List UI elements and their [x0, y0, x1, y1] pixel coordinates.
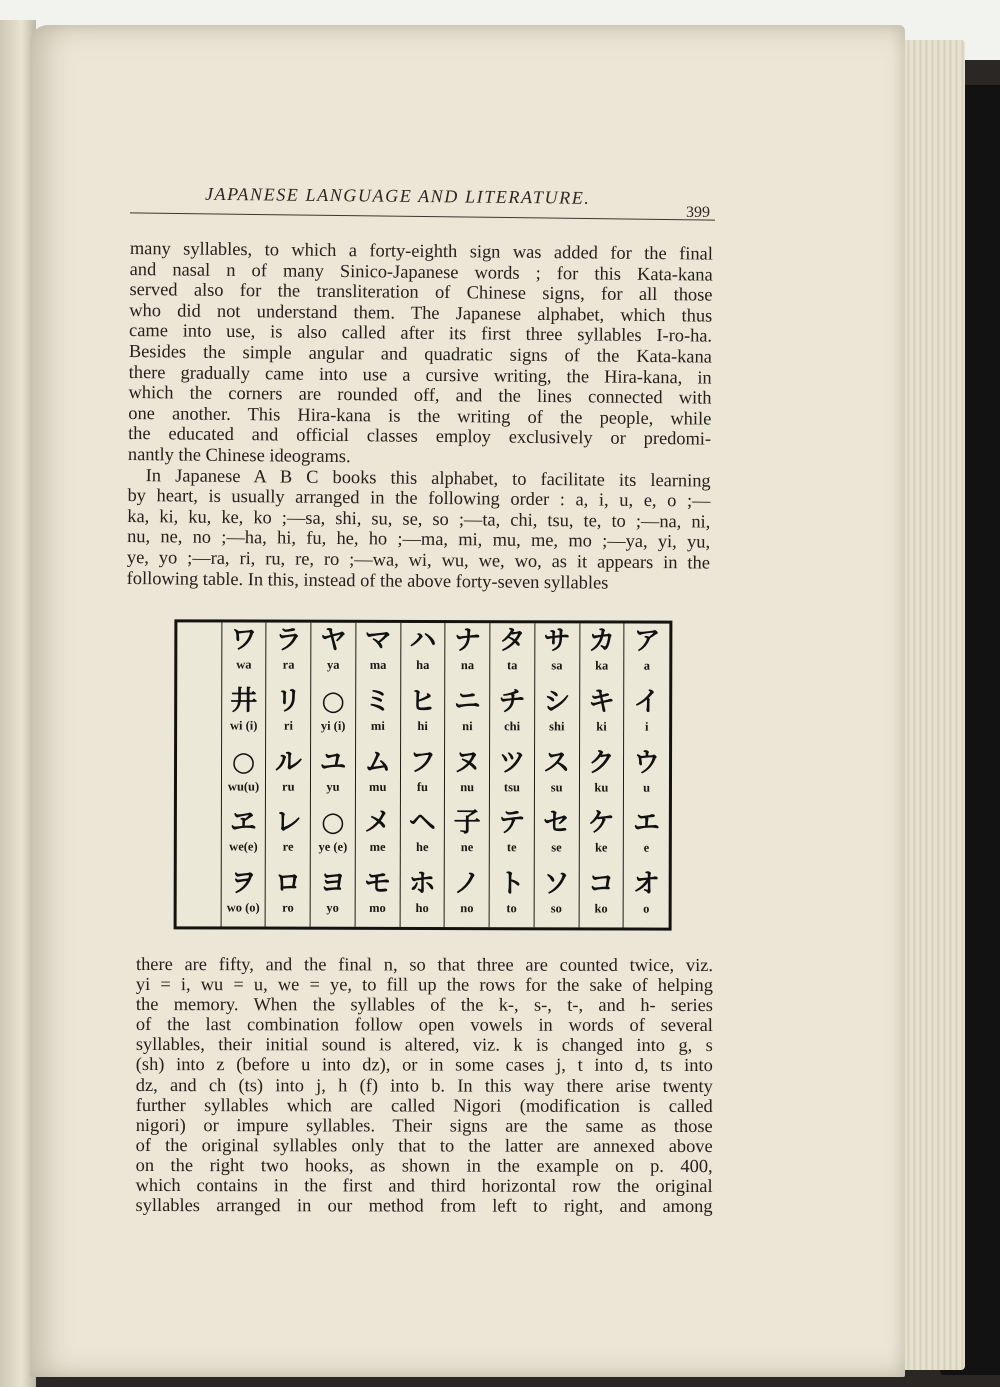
kana-glyph: ヲ	[229, 867, 257, 899]
kana-romanization: tsu	[503, 779, 520, 794]
kana-romanization: mo	[369, 901, 386, 916]
kana-romanization: ro	[282, 900, 294, 915]
kana-cell	[311, 805, 355, 866]
kana-glyph: ア	[633, 625, 661, 657]
kana-column	[266, 623, 312, 927]
kana-glyph: キ	[588, 686, 616, 718]
kana-cell	[624, 745, 669, 806]
kana-column	[400, 623, 446, 927]
kana-glyph: ク	[587, 747, 615, 779]
kana-column	[624, 624, 670, 928]
kana-romanization: i	[644, 719, 649, 734]
text-line: and nasal n of many Sinico-Japanese words ; for this Kata-kana	[129, 258, 713, 285]
kana-romanization: shi	[549, 719, 565, 734]
text-line: syllables, their initial sound is altered, viz. k is changed into g, s	[135, 1034, 713, 1056]
kana-column	[534, 623, 580, 927]
text-line: there are fifty, and the final n, so that three are counted twice, viz.	[135, 954, 713, 976]
kana-cell	[625, 624, 670, 685]
kana-cell	[356, 684, 400, 745]
kana-cell	[356, 623, 400, 684]
kana-cell	[311, 866, 355, 927]
text-line: ka, ki, ku, ke, ko ;—sa, shi, su, se, so ;—ta, chi, tsu, te, to ;—na, ni,	[127, 505, 711, 532]
kana-glyph: マ	[364, 624, 392, 656]
kana-cell	[311, 623, 355, 684]
kana-romanization: ha	[416, 657, 430, 673]
kana-romanization: so	[550, 901, 562, 916]
kana-romanization: he	[416, 840, 429, 855]
kana-glyph: ニ	[453, 685, 481, 717]
kana-cell	[445, 745, 489, 806]
kana-glyph: ヨ	[319, 867, 347, 899]
kana-romanization: to	[506, 901, 517, 916]
kana-column-n	[177, 622, 223, 926]
kana-glyph: ワ	[230, 624, 258, 656]
kana-romanization: yi (i)	[320, 718, 346, 733]
kana-cell	[445, 684, 489, 745]
kana-column	[490, 623, 536, 927]
kana-glyph: チ	[498, 685, 526, 718]
kana-glyph: イ	[633, 686, 661, 718]
kana-column	[445, 623, 491, 927]
bottom-paragraph-block	[136, 954, 713, 1216]
kana-cell	[579, 806, 623, 867]
kana-cell	[400, 805, 444, 866]
kana-glyph: フ	[408, 746, 437, 778]
kana-cell	[266, 805, 310, 866]
text-line: which the corners are rounded off, and the lines connected with	[128, 382, 712, 408]
kana-romanization: ne	[460, 840, 474, 855]
kana-cell	[535, 684, 579, 745]
kana-cell	[267, 623, 311, 684]
kana-romanization: ye (e)	[318, 840, 348, 855]
running-title: JAPANESE LANGUAGE AND LITERATURE.	[204, 183, 591, 208]
text-line: the educated and official classes employ exclusively or predomi-	[128, 423, 712, 449]
kana-column	[579, 623, 625, 927]
kana-cell	[222, 683, 266, 744]
kana-cell	[490, 745, 534, 806]
kana-glyph: コ	[587, 868, 615, 900]
kana-glyph: ヱ	[229, 806, 257, 838]
kana-glyph: シ	[543, 686, 571, 718]
kana-column	[221, 622, 267, 926]
kana-cell	[356, 805, 400, 866]
kana-romanization: ho	[415, 901, 429, 916]
kana-cell	[311, 744, 355, 805]
kana-glyph: ヌ	[453, 746, 481, 778]
kana-glyph: ル	[274, 746, 302, 778]
kana-romanization: no	[460, 901, 474, 916]
kana-glyph: ウ	[633, 747, 661, 779]
kana-glyph: ヘ	[408, 807, 436, 839]
text-line: which contains in the first and third horizontal row the original	[135, 1175, 713, 1197]
kana-glyph: ツ	[498, 746, 526, 778]
kana-romanization: yo	[326, 900, 339, 915]
kana-glyph: カ	[588, 625, 616, 657]
text-line: many syllables, to which a forty-eighth sign was added for the final	[129, 238, 713, 264]
kana-glyph: ロ	[274, 867, 302, 899]
kana-romanization: mu	[369, 779, 387, 794]
text-line: came into use, is also called after its first three syllables I-ro-ha.	[129, 320, 713, 346]
kana-table	[174, 619, 673, 930]
kana-romanization: te	[506, 840, 517, 855]
kana-column	[311, 623, 357, 927]
kana-romanization: we(e)	[229, 839, 258, 854]
text-line: dz, and ch (ts) into j, h (f) into b. In this way there arise twenty	[135, 1074, 713, 1096]
kana-cell	[580, 623, 624, 684]
kana-cell	[267, 683, 311, 744]
text-line: on the right two hooks, as shown in the example on p. 400,	[135, 1154, 713, 1176]
kana-romanization: nu	[460, 779, 475, 794]
kana-glyph: ハ	[409, 624, 437, 657]
text-line: ye, yo ;—ra, ri, ru, re, ro ;—wa, wi, wu, we, wo, as it appears in the	[126, 546, 711, 573]
text-line: served also for the transliteration of Chinese signs, for all those	[129, 279, 713, 305]
kana-cell	[490, 684, 534, 745]
kana-cell	[221, 805, 265, 866]
kana-glyph: ケ	[587, 807, 615, 839]
kana-cell	[446, 623, 490, 684]
text-line: by heart, is usually arranged in the following order : a, i, u, e, o ;—	[127, 485, 711, 511]
kana-romanization: ra	[282, 657, 295, 672]
kana-cell	[490, 623, 534, 684]
kana-cell	[490, 866, 534, 927]
kana-romanization: ya	[327, 657, 340, 672]
kana-romanization: wi (i)	[229, 718, 258, 733]
kana-cell	[401, 745, 445, 806]
kana-glyph: サ	[543, 625, 571, 657]
kana-glyph: ラ	[275, 624, 303, 656]
kana-romanization: e	[643, 840, 650, 855]
kana-glyph: ホ	[408, 868, 436, 900]
kana-cell	[266, 866, 310, 927]
text-line: there gradually came into use a cursive writing, the Hira-kana, in	[128, 361, 712, 388]
kana-romanization: ni	[462, 718, 473, 733]
kana-romanization: yu	[326, 779, 340, 794]
text-line: nu, ne, no ;—ha, hi, fu, he, ho ;—ma, mi, mu, me, mo ;—ya, yi, yu,	[127, 526, 711, 552]
kana-glyph: モ	[363, 868, 392, 900]
kana-romanization: fu	[416, 779, 429, 794]
kana-cell	[624, 684, 669, 745]
kana-cell	[400, 866, 444, 927]
text-line: the memory. When the syllables of the k-, s-, t-, and h- series	[135, 994, 713, 1016]
kana-cell	[356, 866, 400, 927]
kana-romanization: su	[550, 779, 563, 794]
kana-glyph: リ	[274, 685, 303, 717]
text-line: nigori) or impure syllables. Their signs are the same as those	[135, 1114, 713, 1136]
kana-romanization: re	[282, 840, 294, 855]
top-paragraph-block	[127, 238, 713, 594]
kana-cell	[222, 622, 266, 683]
kana-cell	[535, 623, 579, 684]
text-line: who did not understand them. The Japanese alphabet, which thus	[129, 299, 713, 326]
kana-cell	[579, 745, 623, 806]
text-line: In Japanese A B C books this alphabet, to facilitate its learning	[145, 464, 711, 491]
kana-romanization: ku	[594, 780, 609, 795]
kana-romanization: ma	[369, 657, 387, 672]
kana-romanization: ru	[282, 779, 295, 794]
kana-glyph: ヒ	[409, 685, 437, 717]
kana-glyph: セ	[543, 807, 571, 839]
kana-glyph: ト	[498, 868, 526, 900]
kana-glyph: ソ	[542, 868, 570, 900]
kana-glyph: ナ	[454, 625, 482, 657]
kana-cell	[445, 805, 489, 866]
kana-cell	[535, 745, 579, 806]
kana-glyph: メ	[364, 807, 392, 839]
kana-romanization: a	[643, 658, 651, 673]
text-line: yi = i, wu = u, we = ye, to fill up the rows for the sake of helping	[135, 974, 713, 996]
kana-romanization: ko	[594, 901, 608, 916]
kana-glyph: ス	[543, 746, 571, 778]
text-line: further syllables which are called Nigori (modification is called	[135, 1094, 713, 1116]
kana-glyph: テ	[498, 807, 526, 839]
kana-glyph: タ	[498, 625, 526, 657]
kana-glyph: 井	[230, 685, 258, 717]
kana-romanization: me	[369, 840, 386, 855]
kana-glyph: ○	[231, 746, 256, 778]
kana-glyph: ム	[364, 746, 392, 778]
kana-glyph: 子	[453, 807, 481, 839]
kana-cell	[222, 744, 266, 805]
text-line: of the original syllables only that to the latter are annexed above	[135, 1134, 713, 1156]
kana-romanization: sa	[551, 658, 563, 673]
kana-romanization: ke	[594, 840, 608, 855]
kana-glyph: ヤ	[319, 624, 347, 656]
kana-column	[356, 623, 402, 927]
text-line: nantly the Chinese ideograms.	[127, 443, 351, 467]
kana-cell	[580, 684, 624, 745]
kana-romanization: wo (o)	[226, 900, 260, 915]
kana-glyph: ミ	[364, 685, 392, 717]
page-number: 399	[686, 204, 710, 221]
kana-cell	[579, 867, 623, 928]
kana-romanization: ta	[507, 658, 518, 673]
kana-cell	[624, 806, 669, 867]
kana-cell	[266, 744, 310, 805]
kana-romanization: hi	[417, 718, 428, 733]
text-line: (sh) into z (before u into dz), or in some cases j, t into d, ts into	[135, 1054, 713, 1076]
kana-romanization: se	[551, 840, 562, 855]
kana-cell	[535, 806, 579, 867]
kana-romanization: chi	[504, 719, 521, 734]
kana-romanization: mi	[370, 718, 385, 733]
kana-cell	[401, 623, 445, 684]
kana-romanization: wu(u)	[227, 779, 260, 794]
kana-romanization: na	[460, 658, 475, 673]
text-line: syllables arranged in our method from left to right, and among	[135, 1195, 713, 1217]
text-line: Besides the simple angular and quadratic signs of the Kata-kana	[128, 340, 712, 367]
kana-cell	[534, 866, 578, 927]
kana-cell	[445, 866, 489, 927]
kana-cell	[311, 684, 355, 745]
kana-cell	[401, 684, 445, 745]
kana-cell	[356, 744, 400, 805]
kana-glyph: エ	[632, 807, 661, 840]
text-line: one another. This Hira-kana is the writing of the people, while	[128, 402, 712, 429]
text-line: of the last combination follow open vowels in words of several	[135, 1014, 713, 1036]
kana-glyph: ノ	[453, 868, 481, 900]
kana-cell	[624, 867, 669, 928]
kana-glyph: ○	[321, 807, 345, 839]
kana-romanization: wa	[236, 657, 252, 672]
kana-cell	[221, 866, 265, 927]
kana-glyph: ユ	[319, 746, 347, 778]
kana-romanization: ki	[596, 719, 607, 734]
kana-romanization: u	[643, 780, 651, 795]
kana-glyph: レ	[274, 807, 302, 839]
kana-romanization: ri	[283, 718, 293, 733]
kana-glyph: ○	[321, 685, 346, 717]
kana-romanization: ka	[595, 658, 609, 673]
kana-cell	[490, 806, 534, 867]
text-line: following table. In this, instead of the above forty-seven syllables	[126, 567, 609, 593]
kana-glyph: オ	[632, 868, 660, 900]
kana-romanization: o	[643, 901, 650, 916]
